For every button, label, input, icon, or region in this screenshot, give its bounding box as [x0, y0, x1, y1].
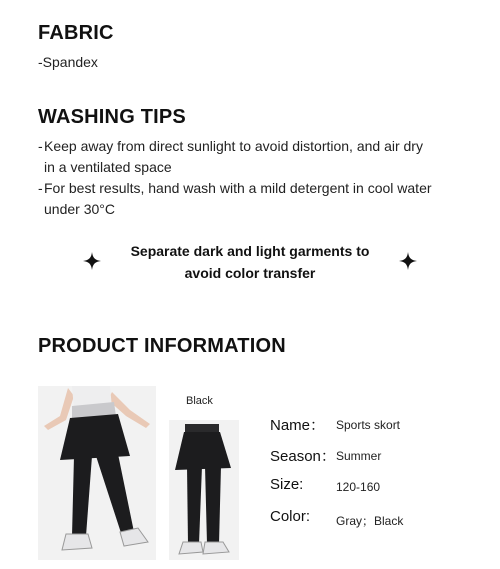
skort-illustration — [169, 420, 239, 560]
size-label: Size: — [270, 476, 304, 493]
name-label: Name： — [270, 417, 326, 434]
color-label: Color: — [270, 508, 311, 525]
sparkle-icon — [399, 252, 417, 270]
color-value: Gray；Black — [336, 514, 404, 528]
fabric-heading: FABRIC — [38, 22, 114, 44]
care-note — [110, 240, 390, 284]
name-value: Sports skort — [336, 418, 401, 432]
tip-dash: - — [38, 180, 43, 196]
image-caption: Black — [186, 395, 213, 407]
product-info-heading: PRODUCT INFORMATION — [38, 335, 286, 357]
model-illustration — [38, 386, 156, 560]
washing-tips-heading: WASHING TIPS — [38, 106, 186, 128]
season-value: Summer — [336, 449, 382, 463]
washing-tip — [38, 178, 458, 220]
tip-line: under 30°C — [44, 201, 115, 217]
care-note-line: avoid color transfer — [184, 265, 316, 281]
sparkle-icon — [83, 252, 101, 270]
size-value: 120-160 — [336, 480, 381, 494]
washing-tip — [38, 136, 458, 178]
model-photo — [38, 386, 156, 560]
tip-line: For best results, hand wash with a mild detergent in cool water — [44, 180, 432, 196]
tip-line: Keep away from direct sunlight to avoid distortion, and air dry — [44, 138, 423, 154]
care-note-line: Separate dark and light garments to — [130, 243, 370, 259]
tip-line: in a ventilated space — [44, 159, 172, 175]
product-photo — [169, 420, 239, 560]
season-label: Season： — [270, 448, 336, 465]
tip-dash: - — [38, 138, 43, 154]
fabric-value: -Spandex — [38, 54, 98, 70]
